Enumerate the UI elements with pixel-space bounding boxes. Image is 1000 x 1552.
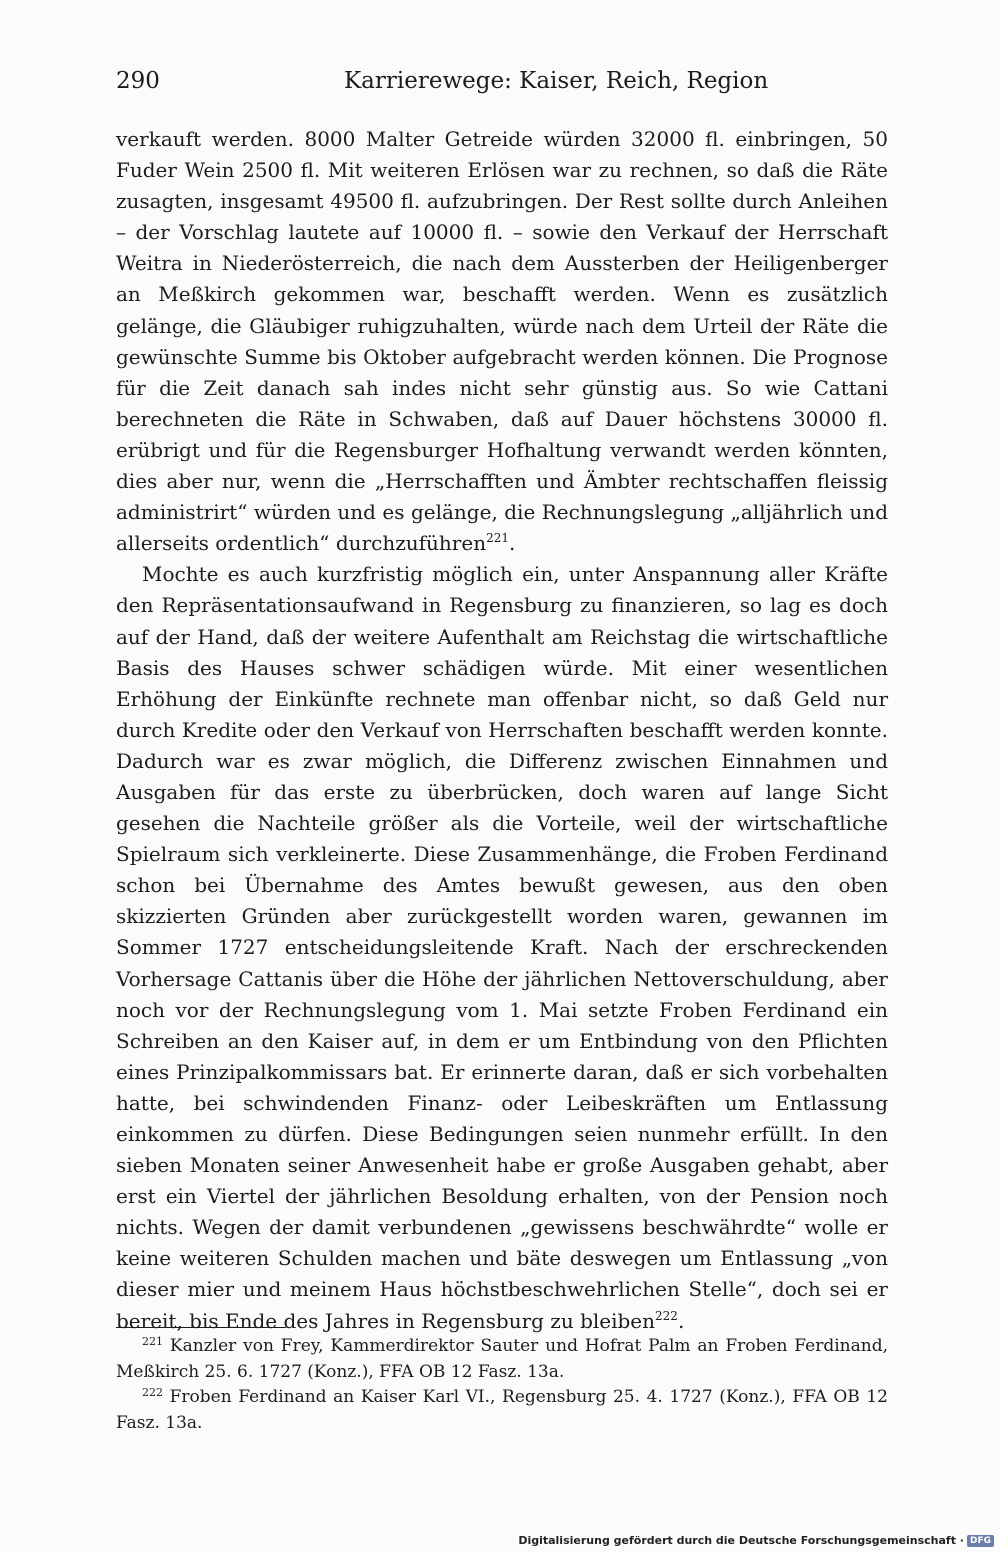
footnote-number: 222 xyxy=(142,1386,163,1399)
credit-text: Digitalisierung gefördert durch die Deutsche Forschungsgemeinschaft · xyxy=(518,1534,964,1547)
footnote-ref-222[interactable]: 222 xyxy=(655,1308,678,1323)
footnote-text: Kanzler von Frey, Kammerdirektor Sauter und Hofrat Palm an Froben Ferdinand, Meßkirch 25. 6. 1727 (Konz.), FFA OB 12 Fasz. 13a. xyxy=(116,1336,888,1382)
page-number: 290 xyxy=(116,68,160,94)
footnote-number: 221 xyxy=(142,1335,163,1348)
footnote-221 xyxy=(116,1334,888,1385)
paragraph-2-end: . xyxy=(677,1308,685,1333)
footnotes xyxy=(116,1334,888,1436)
footnote-222 xyxy=(116,1385,888,1436)
dfg-logo-icon: DFG xyxy=(967,1535,994,1547)
paragraph-1-text: verkauft werden. 8000 Malter Getreide würden 32000 fl. einbringen, 50 Fuder Wein 2500 fl. Mit weiteren Erlösen war zu rechnen, so daß die Räte zusagten, insgesamt 49500 fl. aufzubringen. Der Rest sollte durch Anleihen – der Vorschlag lautete auf 10000 fl. – sowie den Verkauf der Herrschaft Weitra in Niederösterreich, die nach dem Aussterben der Heiligenberger an Meßkirch gekommen war, beschafft werden. Wenn es zusätzlich gelänge, die Gläubiger ruhigzuhalten, würde nach dem Urteil der Räte die gewünschte Summe bis Oktober aufgebracht werden können. Die Prognose für die Zeit danach sah indes nicht sehr günstig aus. So wie Cattani berechneten die Räte in Schwaben, daß auf Dauer höchstens 30000 fl. erübrigt und für die Regensburger Hofhaltung verwandt werden könnten, dies aber nur, wenn die „Herrschafften und Ämbter rechtschaffen fleissig administrirt“ würden und es gelänge, die Rechnungslegung „alljährlich und allerseits ordentlich“ durchzuführen xyxy=(116,127,888,556)
footnote-divider xyxy=(116,1327,286,1328)
digitization-credit xyxy=(518,1534,994,1547)
paragraph-1 xyxy=(116,124,888,559)
paragraph-2 xyxy=(116,559,888,1336)
footnote-ref-221[interactable]: 221 xyxy=(486,531,509,546)
running-header xyxy=(116,64,886,98)
running-title: Karrierewege: Kaiser, Reich, Region xyxy=(344,68,769,94)
footnote-text: Froben Ferdinand an Kaiser Karl VI., Regensburg 25. 4. 1727 (Konz.), FFA OB 12 Fasz. 13a. xyxy=(116,1387,889,1433)
paragraph-1-end: . xyxy=(508,531,516,556)
paragraph-2-text: Mochte es auch kurzfristig möglich ein, unter Anspannung aller Kräfte den Repräsentationsaufwand in Regensburg zu finanzieren, so lag es doch auf der Hand, daß der weitere Aufenthalt am Reichstag die wirtschaftliche Basis des Hauses schwer schädigen würde. Mit einer wesentlichen Erhöhung der Einkünfte rechnete man offenbar nicht, so daß Geld nur durch Kredite oder den Verkauf von Herrschaften beschafft werden konnte. Dadurch war es zwar möglich, die Differenz zwischen Einnahmen und Ausgaben für das erste zu überbrücken, doch waren auf lange Sicht gesehen die Nachteile größer als die Vorteile, weil der wirtschaftliche Spielraum sich verkleinerte. Diese Zusammenhänge, die Froben Ferdinand schon bei Übernahme des Amtes bewußt gewesen, aus den oben skizzierten Gründen aber zurückgestellt worden waren, gewannen im Sommer 1727 entscheidungsleitende Kraft. Nach der erschreckenden Vorhersage Cattanis über die Höhe der jährlichen Nettoverschuldung, aber noch vor der Rechnungslegung vom 1. Mai setzte Froben Ferdinand ein Schreiben an den Kaiser auf, in dem er um Entbindung von den Pflichten eines Prinzipalkommissars bat. Er erinnerte daran, daß er sich vorbehalten hatte, bei schwindenden Finanz- oder Leibeskräften um Entlassung einkommen zu dürfen. Diese Bedingungen seien nunmehr erfüllt. In den sieben Monaten seiner Anwesenheit habe er große Ausgaben gehabt, aber erst ein Viertel der jährlichen Besoldung erhalten, von der Pension noch nichts. Wegen der damit verbundenen „gewissens beschwährdte“ wolle er keine weiteren Schulden machen und bäte deswegen um Entlassung „von dieser mier und meinem Haus höchstbeschwehrlichen Stelle“, doch sei er bereit, bis Ende des Jahres in Regensburg zu bleiben xyxy=(116,562,888,1333)
body-text xyxy=(116,124,888,1337)
